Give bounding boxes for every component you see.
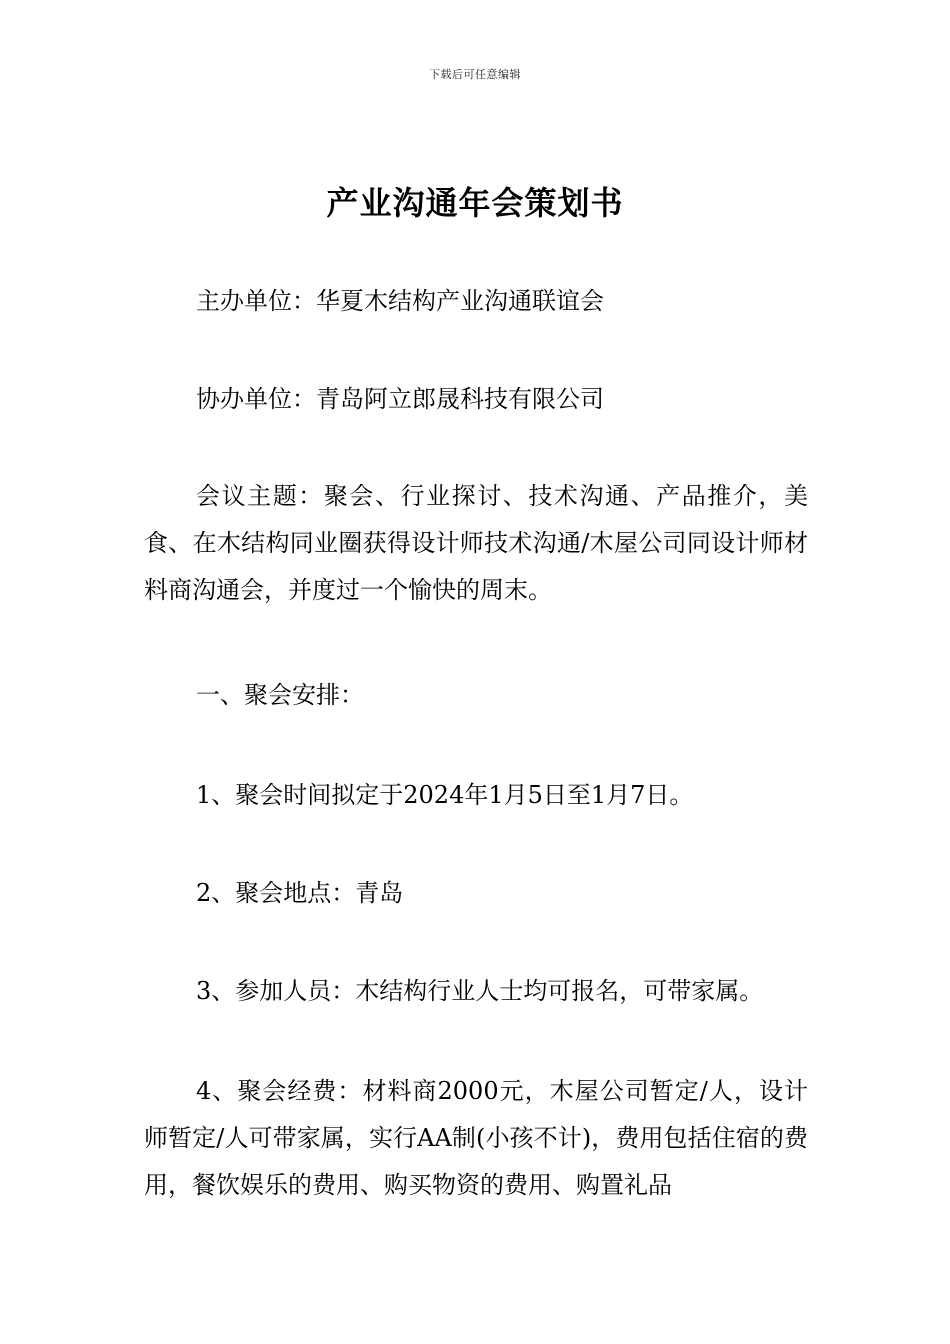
document-title: 产业沟通年会策划书 — [326, 184, 624, 222]
section-heading-arrangement: 一、聚会安排： — [196, 681, 364, 709]
host-paragraph: 主办单位：华夏木结构产业沟通联谊会 — [196, 287, 604, 315]
page-header-note: 下载后可任意编辑 — [429, 68, 521, 81]
cohost-paragraph: 协办单位：青岛阿立郎晟科技有限公司 — [196, 385, 604, 413]
theme-paragraph: 会议主题：聚会、行业探讨、技术沟通、产品推介，美食、在木结构同业圈获得设计师技术沟通/木屋公司同设计师材料商沟通会，并度过一个愉快的周末。 — [144, 482, 808, 604]
arrangement-item-location: 2、聚会地点：青岛 — [196, 879, 404, 907]
arrangement-item-time: 1、聚会时间拟定于2024年1月5日至1月7日。 — [196, 781, 694, 809]
arrangement-item-budget: 4、聚会经费：材料商2000元，木屋公司暂定/人，设计师暂定/人可带家属，实行AA制(小孩不计)，费用包括住宿的费用，餐饮娱乐的费用、购买物资的费用、购置礼品 — [144, 1077, 808, 1199]
arrangement-item-participants: 3、参加人员：木结构行业人士均可报名，可带家属。 — [196, 977, 764, 1005]
